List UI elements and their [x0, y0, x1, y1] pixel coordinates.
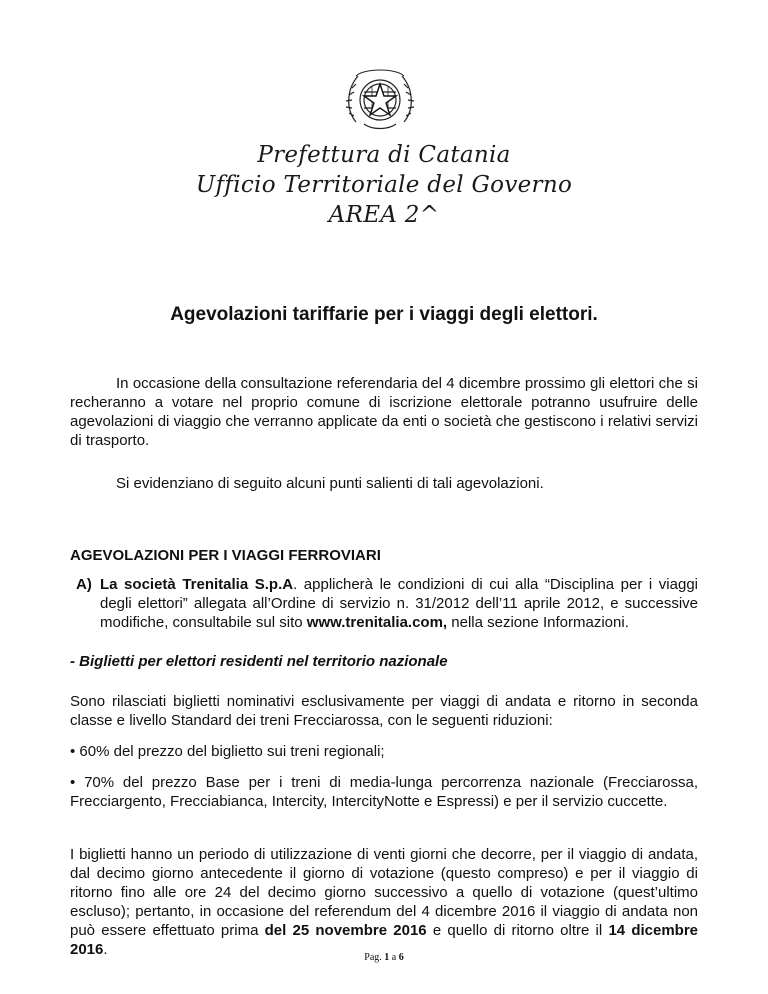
- office-header: [0, 140, 768, 230]
- header-area: AREA 2^: [328, 202, 440, 228]
- page-number: 1: [384, 952, 390, 963]
- bullet-long-distance: • 70% del prezzo Base per i treni di media-lunga percorrenza nazionale (Frecciarossa, Frecciargento, Frecciabianca, Intercity, IntercityNotte e Espressi) e per il servizio cuccette.: [70, 774, 698, 810]
- footer-prefix: Pag.: [364, 952, 385, 963]
- item-a-text: . applicherà le condizioni di cui alla “Disciplina per i viaggi degli elettori” allegata all’Ordine di servizio n. 31/2012 dell’11 aprile 2012, e successive modifiche, consultabile sul sito: [100, 576, 699, 631]
- start-date: del 25 novembre 2016: [264, 922, 427, 939]
- section-heading: AGEVOLAZIONI PER I VIAGGI FERROVIARI: [70, 547, 381, 564]
- validity-text: I biglietti hanno un periodo di utilizzazione di venti giorni che decorre, per il viaggio di andata, dal decimo giorno antecedente il giorno di votazione (questo compreso) e per il viaggio di ritorno fino alle ore 24 del decimo giorno successivo a quello di votazione (quest’ultimo escluso); pertanto, in occasione del referendum del 4 dicembre 2016 il viaggio di andata non può essere effettuato prima: [70, 846, 698, 939]
- tickets-paragraph: Sono rilasciati biglietti nominativi esclusivamente per viaggi di andata e ritorno in seconda classe e livello Standard dei treni Frecciarossa, con le seguenti riduzioni:: [70, 693, 698, 729]
- list-marker: A): [76, 576, 92, 593]
- item-a-text-end: nella sezione Informazioni.: [447, 614, 629, 631]
- validity-text-mid: e quello di ritorno oltre il: [426, 922, 609, 939]
- page-footer: [0, 952, 768, 963]
- header-office: Ufficio Territoriale del Governo: [195, 172, 573, 198]
- bullet-regional: • 60% del prezzo del biglietto sui treni regionali;: [70, 743, 385, 760]
- company-name: La società Trenitalia S.p.A: [100, 576, 294, 593]
- validity-text-end: .: [103, 941, 108, 958]
- header-prefecture: Prefettura di Catania: [257, 142, 511, 168]
- list-item-a: [76, 575, 698, 632]
- validity-paragraph: [70, 845, 698, 959]
- page-total: 6: [398, 952, 404, 963]
- footer-sep: a: [389, 952, 399, 963]
- italian-republic-emblem-icon: [342, 62, 418, 138]
- website-link[interactable]: www.trenitalia.com,: [306, 614, 448, 631]
- intro-paragraph: In occasione della consultazione referendaria del 4 dicembre prossimo gli elettori che si recheranno a votare nel proprio comune di iscrizione elettorale potranno usufruire delle agevolazioni di viaggio che verranno applicate da enti o società che gestiscono i relativi servizi di trasporto.: [70, 375, 698, 449]
- end-date: 14 dicembre 2016: [70, 922, 699, 958]
- highlight-paragraph: Si evidenziano di seguito alcuni punti salienti di tali agevolazioni.: [116, 475, 544, 492]
- subheading: - Biglietti per elettori residenti nel territorio nazionale: [70, 653, 448, 670]
- document-title: Agevolazioni tariffarie per i viaggi degli elettori.: [170, 304, 598, 325]
